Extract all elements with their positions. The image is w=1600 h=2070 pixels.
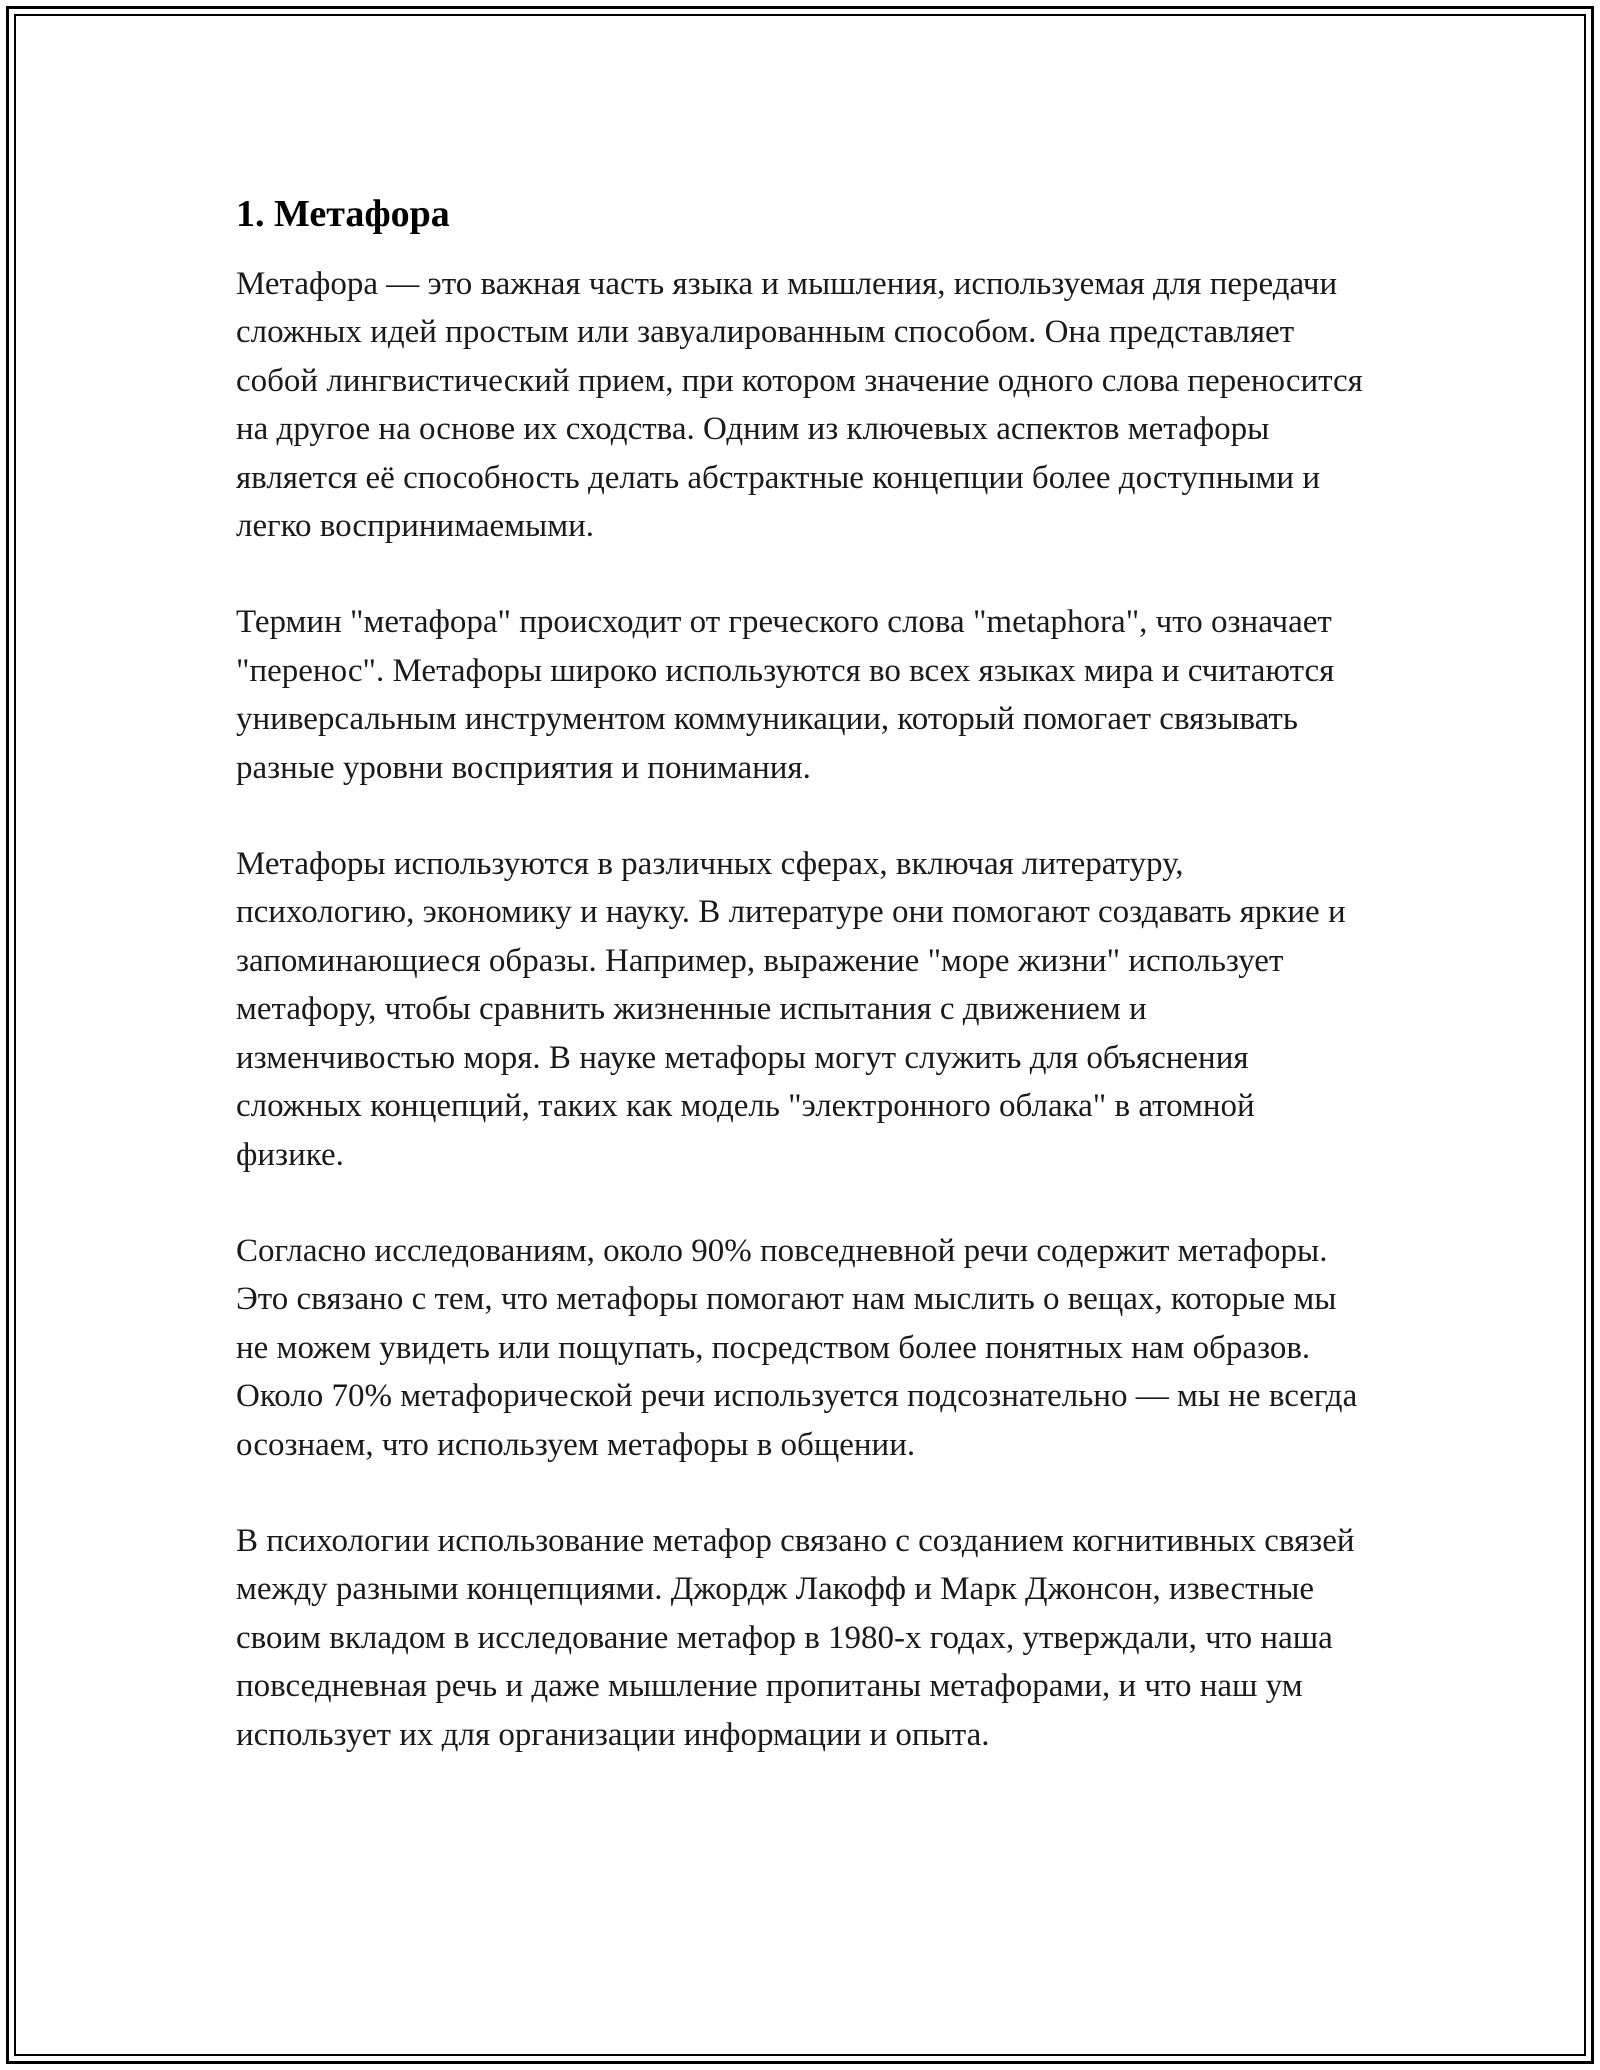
paragraph-psychology: В психологии использование метафор связано с созданием когнитивных связей между разными концепциями. Джордж Лакофф и Марк Джонсон, известные своим вкладом в исследование метафор в 1980-х годах, утверждали, что наша повседневная речь и даже мышление пропитаны метафорами, и что наш ум использует их для организации информации и опыта. [236,1522,1355,1753]
paragraph-statistics: Согласно исследованиям, около 90% повседневной речи содержит метафоры. Это связано с тем, что метафоры помогают нам мыслить о вещах, которые мы не можем увидеть или пощупать, посредством более понятных нам образов. Около 70% метафорической речи используется подсознательно — мы не всегда осознаем, что используем метафоры в общении. [236,1232,1358,1463]
paragraph-usage: Метафоры используются в различных сферах, включая литературу, психологию, экономику и науку. В литературе они помогают создавать яркие и запоминающиеся образы. Например, выражение "море жизни" использует метафору, чтобы сравнить жизненные испытания с движением и изменчивостью моря. В науке метафоры могут служить для объяснения сложных концепций, таких как модель "электронного облака" в атомной физике. [236,846,1346,1173]
paragraph-definition: Метафора — это важная часть языка и мышления, используемая для передачи сложных идей простым или завуалированным способом. Она представляет собой лингвистический прием, при котором значение одного слова переносится на другое на основе их сходства. Одним из ключевых аспектов метафоры является её способность делать абстрактные концепции более доступными и легко воспринимаемыми. [236,266,1363,545]
section-heading: 1. Метафора [236,193,450,235]
document-body [236,190,1366,1807]
paragraph-etymology: Термин "метафора" происходит от греческого слова "metaphora", что означает "перенос". Метафоры широко используются во всех языках мира и считаются универсальным инструментом коммуникации, который помогает связывать разные уровни восприятия и понимания. [236,604,1335,786]
